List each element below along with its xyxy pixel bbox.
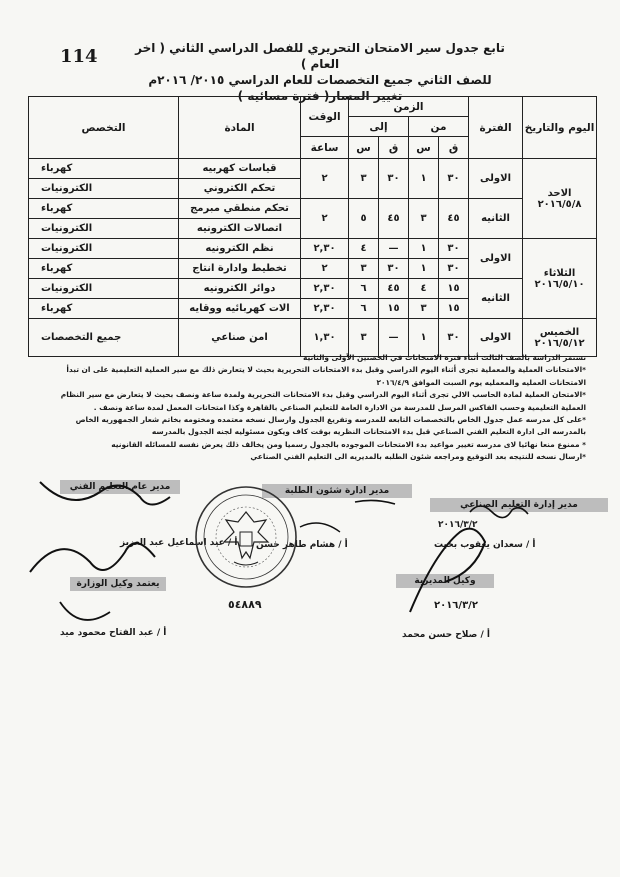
spec-cell bbox=[29, 179, 179, 199]
spec-text: كهرباء bbox=[41, 163, 73, 174]
from-q-cell: ٣٠ bbox=[439, 239, 469, 259]
subject-cell: دوائر الكترونيه bbox=[179, 279, 301, 299]
spec-text: الكترونيات bbox=[41, 223, 93, 234]
header-to-s: س bbox=[349, 137, 379, 159]
to-q-cell: — bbox=[379, 239, 409, 259]
note-line: * ممنوع منعا نهائيا لاى مدرسه تغيير مواعيد بدء الامتحانات الموجوده بالجدول رسميا ومن يخالف ذلك يعرض نفسه للمسائله القانونيه bbox=[111, 439, 586, 449]
from-s-cell: ١ bbox=[409, 159, 439, 199]
duration-cell: ٢ bbox=[301, 199, 349, 239]
to-q-cell: ٣٠ bbox=[379, 159, 409, 199]
day-date: ٢٠١٦/٥/١٠ bbox=[534, 278, 585, 290]
from-q-cell: ٣٠ bbox=[439, 319, 469, 357]
duration-cell: ٢,٣٠ bbox=[301, 239, 349, 259]
period-cell: الاولى bbox=[469, 159, 523, 199]
header-line-1: تابع جدول سير الامتحان التحريري للفصل الدراسي الثاني ( اخر العام ) bbox=[135, 41, 505, 71]
to-s-cell: ٦ bbox=[349, 279, 379, 299]
header-time: الزمن bbox=[349, 97, 469, 117]
period-cell: الاولى bbox=[469, 319, 523, 357]
from-s-cell: ٣ bbox=[409, 299, 439, 319]
day-cell bbox=[523, 159, 597, 239]
subject-cell: قياسات كهربيه bbox=[179, 159, 301, 179]
header-subject: المادة bbox=[179, 97, 301, 159]
to-q-cell: ٣٠ bbox=[379, 259, 409, 279]
spec-text: كهرباء bbox=[41, 303, 73, 314]
exam-schedule-table bbox=[28, 96, 597, 357]
header-to: إلى bbox=[349, 117, 409, 137]
from-q-cell: ٣٠ bbox=[439, 259, 469, 279]
spec-cell bbox=[29, 279, 179, 299]
spec-text: جميع التخصصات bbox=[41, 332, 122, 343]
duration-cell: ٢ bbox=[301, 159, 349, 199]
header-duration: الوقت bbox=[301, 97, 349, 137]
from-q-cell: ١٥ bbox=[439, 299, 469, 319]
date-director-technical: ٢٠١٦/٣/٢ bbox=[438, 520, 478, 530]
spec-text: الكترونيات bbox=[41, 283, 93, 294]
from-s-cell: ٤ bbox=[409, 279, 439, 299]
day-date: ٢٠١٦/٥/٨ bbox=[537, 198, 582, 210]
period-cell: الثانيه bbox=[469, 199, 523, 239]
from-s-cell: ٣ bbox=[409, 199, 439, 239]
subject-cell: تحكم منطقي مبرمج bbox=[179, 199, 301, 219]
day-cell bbox=[523, 319, 597, 357]
header-from-q: ق bbox=[439, 137, 469, 159]
note-line: تستمر الدراسة بالصف الثالث أثناء فترة الامتحانات في الحصتين الأولى والثانية bbox=[303, 353, 586, 362]
note-line: بالمدرسه الى ادارة التعليم الفني الصناعي قبل بدء الامتحانات النظريه بوقت كاف ويكون مسئوليه لجنه الجدول بالمدرسه bbox=[151, 427, 586, 437]
day-label: الاحد bbox=[547, 187, 572, 199]
header-line-2: للصف الثاني جميع التخصصات للعام الدراسي ٢٠١٥/ ٢٠١٦م bbox=[148, 73, 492, 87]
name-director-technical: أ / سعدان يعقوب بخيت bbox=[434, 540, 536, 550]
subject-cell: نظم الكترونيه bbox=[179, 239, 301, 259]
subject-cell: اتصالات الكترونيه bbox=[179, 219, 301, 239]
header-period: الفترة bbox=[469, 97, 523, 159]
spec-text: الكترونيات bbox=[41, 243, 93, 254]
notes-section bbox=[40, 352, 586, 464]
spec-cell bbox=[29, 239, 179, 259]
page-number: 114 bbox=[60, 46, 98, 67]
spec-cell bbox=[29, 299, 179, 319]
day-cell bbox=[523, 239, 597, 319]
subject-cell: الات كهربائيه ووقايه bbox=[179, 299, 301, 319]
from-s-cell: ١ bbox=[409, 319, 439, 357]
header-line-3: تغيير المسار( فترة مسائيه ) bbox=[237, 89, 403, 103]
to-s-cell: ٦ bbox=[349, 299, 379, 319]
duration-cell: ٢,٣٠ bbox=[301, 299, 349, 319]
spec-cell bbox=[29, 259, 179, 279]
spec-cell bbox=[29, 199, 179, 219]
header-specialization: التخصص bbox=[29, 97, 179, 159]
to-q-cell: ٤٥ bbox=[379, 279, 409, 299]
spec-text: الكترونيات bbox=[41, 183, 93, 194]
duration-cell: ٢ bbox=[301, 259, 349, 279]
day-label: الخميس bbox=[539, 326, 580, 338]
header-day: اليوم والتاريخ bbox=[523, 97, 597, 159]
label-directorate-deputy: وكيل المديرية bbox=[396, 574, 494, 588]
header-from: من bbox=[409, 117, 469, 137]
subject-cell: تخطيط وادارة انتاج bbox=[179, 259, 301, 279]
document-header bbox=[120, 40, 520, 104]
from-q-cell: ١٥ bbox=[439, 279, 469, 299]
note-line: *على كل مدرسه عمل جدول الخاص بالتخصصات التابعه للمدرسه وتفريغ الجدول وارسال نسخه معتمده ومختومه بخاتم شعار الجمهوريه الخاص bbox=[75, 415, 586, 425]
note-line: *الامتحان العملية لمادة الحاسب الالي تجرى أثناء اليوم الدراسي وقبل بدء الامتحانات التحريرية ولمدة ساعة ونصف بحيث لا يتعارض مع سير النظام bbox=[60, 390, 586, 400]
from-q-cell: ٤٥ bbox=[439, 199, 469, 239]
period-cell: الاولى bbox=[469, 239, 523, 279]
spec-cell bbox=[29, 159, 179, 179]
subject-cell: تحكم الكتروني bbox=[179, 179, 301, 199]
duration-cell: ٢,٣٠ bbox=[301, 279, 349, 299]
note-line: *الامتحانات العملية والمعملية تجرى أثناء اليوم الدراسي وقبل بدء الامتحانات التحريرية بحيث لا يتعارض ذلك مع سير العملية التعليمية على ان تبدأ bbox=[66, 365, 586, 375]
note-line: الامتحانات العمليه والمعمليه يوم السبت الموافق ٢٠١٦/٤/٩ bbox=[376, 377, 586, 387]
from-s-cell: ١ bbox=[409, 239, 439, 259]
label-inspector: مدير ادارة شئون الطلبة bbox=[262, 484, 412, 498]
header-to-q: ق bbox=[379, 137, 409, 159]
day-label: الثلاثاء bbox=[543, 267, 576, 279]
to-s-cell: ٣ bbox=[349, 259, 379, 279]
day-date: ٢٠١٦/٥/١٢ bbox=[534, 337, 585, 349]
label-general-director: مدير عام التعليم الفني bbox=[60, 480, 180, 494]
name-undersecretary: أ / عبد الفتاح محمود ميد bbox=[60, 628, 167, 638]
date-signature: ٢٠١٦/٣/٢ bbox=[434, 600, 478, 611]
spec-text: كهرباء bbox=[41, 263, 73, 274]
header-duration-unit: ساعة bbox=[301, 137, 349, 159]
period-cell: الثانيه bbox=[469, 279, 523, 319]
to-s-cell: ٤ bbox=[349, 239, 379, 259]
handwritten-signatures-icon bbox=[0, 472, 620, 652]
label-undersecretary: يعتمد وكيل الوزارة bbox=[70, 577, 166, 591]
seal-code: ٥٤٨٨٩ bbox=[228, 598, 262, 611]
subject-cell: امن صناعي bbox=[179, 319, 301, 357]
name-inspector: أ / هشام طاهر حسن bbox=[256, 540, 348, 550]
from-q-cell: ٣٠ bbox=[439, 159, 469, 199]
name-general-director: أ / عبد اسماعيل عبد العزيز bbox=[120, 538, 238, 548]
duration-cell: ١,٣٠ bbox=[301, 319, 349, 357]
note-line: *ارسال نسخه للنتيجه بعد التوقيع ومراجعه شئون الطلبه بالمديريه الى التعليم الفني الصناعي bbox=[250, 452, 586, 462]
to-s-cell: ٣ bbox=[349, 159, 379, 199]
header-from-s: س bbox=[409, 137, 439, 159]
note-line: العملية التعليمية وحسب الفاكس المرسل للمدرسة من الادارة العامة للتعليم الصناعي بالقاهرة وكذا امتحانات المعمل لمدة ساعة ونصف . bbox=[93, 402, 586, 412]
spec-cell bbox=[29, 319, 179, 357]
spec-cell bbox=[29, 219, 179, 239]
to-s-cell: ٥ bbox=[349, 199, 379, 239]
name-directorate-deputy: أ / صلاح حسن محمد bbox=[402, 630, 490, 640]
spec-text: كهرباء bbox=[41, 203, 73, 214]
to-q-cell: ١٥ bbox=[379, 299, 409, 319]
label-director-technical: مدير إدارة التعليم الصناعي bbox=[430, 498, 608, 512]
to-q-cell: ٤٥ bbox=[379, 199, 409, 239]
from-s-cell: ١ bbox=[409, 259, 439, 279]
to-q-cell: — bbox=[379, 319, 409, 357]
to-s-cell: ٣ bbox=[349, 319, 379, 357]
